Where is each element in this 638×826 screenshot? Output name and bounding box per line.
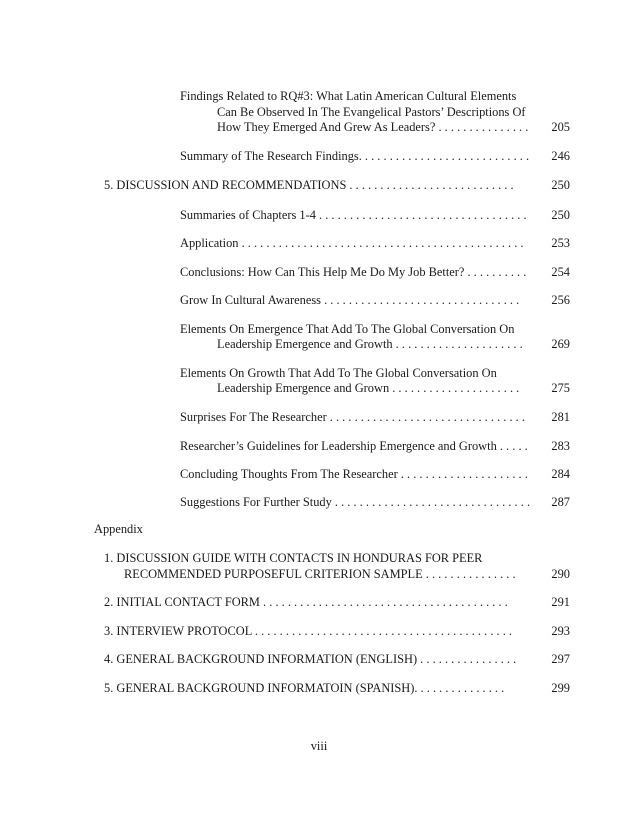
toc-page-number: 246 [551,149,570,163]
toc-page-number: 256 [551,293,570,307]
toc-page-number: 250 [551,208,570,222]
toc-entry-text: Leadership Emergence and Growth . . . . . . . . . . . . . . . . . . . . . [217,337,523,351]
toc-entry-text: Suggestions For Further Study . . . . . . . . . . . . . . . . . . . . . . . . . . . . . . . . [180,495,531,509]
toc-entry-text: Conclusions: How Can This Help Me Do My Job Better? . . . . . . . . . . [180,265,527,279]
footer-page-number: viii [310,739,328,753]
toc-entry-text: Summary of The Research Findings. . . . . . . . . . . . . . . . . . . . . . . . . . . . [180,149,530,163]
toc-page-number: 269 [551,337,570,351]
toc-chapter-text: 2. INITIAL CONTACT FORM . . . . . . . . . . . . . . . . . . . . . . . . . . . . . . . . . . . . . . . . [104,595,508,609]
toc-chapter-text: 4. GENERAL BACKGROUND INFORMATION (ENGLISH) . . . . . . . . . . . . . . . . [104,652,517,666]
toc-chapter-text: 3. INTERVIEW PROTOCOL . . . . . . . . . . . . . . . . . . . . . . . . . . . . . . . . . . . . . . . . . . [104,624,513,638]
toc-page-number: 253 [551,236,570,250]
toc-page-number: 297 [551,652,570,666]
toc-page-number: 287 [551,495,570,509]
toc-page-number: 205 [551,120,570,134]
toc-page-number: 281 [551,410,570,424]
toc-entry-text: Surprises For The Researcher . . . . . . . . . . . . . . . . . . . . . . . . . . . . . . . . [180,410,525,424]
toc-entry-text: Elements On Emergence That Add To The Global Conversation On [180,322,515,336]
toc-entry-text: Elements On Growth That Add To The Global Conversation On [180,366,497,380]
toc-chapter-text: RECOMMENDED PURPOSEFUL CRITERION SAMPLE . . . . . . . . . . . . . . . [124,567,516,581]
toc-chapter-text: 5. GENERAL BACKGROUND INFORMATOIN (SPANISH). . . . . . . . . . . . . . . [104,681,505,695]
toc-page-number: 293 [551,624,570,638]
toc-entry-text: Findings Related to RQ#3: What Latin American Cultural Elements [180,89,517,103]
toc-entry-text: Grow In Cultural Awareness . . . . . . . . . . . . . . . . . . . . . . . . . . . . . . . . [180,293,520,307]
toc-page-number: 291 [551,595,570,609]
toc-page-number: 250 [551,178,570,192]
toc-page-number: 254 [551,265,570,279]
toc-entry-text: Can Be Observed In The Evangelical Pastors’ Descriptions Of [217,105,526,119]
toc-page-number: 299 [551,681,570,695]
toc-entry-text: Application . . . . . . . . . . . . . . . . . . . . . . . . . . . . . . . . . . . . . . . . . . . . . . [180,236,524,250]
toc-entry-text: Leadership Emergence and Grown . . . . . . . . . . . . . . . . . . . . . [217,381,520,395]
toc-entry-text: Researcher’s Guidelines for Leadership Emergence and Growth . . . . . [180,439,528,453]
toc-page-number: 283 [551,439,570,453]
toc-entry-text: Summaries of Chapters 1-4 . . . . . . . . . . . . . . . . . . . . . . . . . . . . . . . . . . [180,208,527,222]
appendix-heading: Appendix [94,522,143,536]
toc-entry-text: Concluding Thoughts From The Researcher . . . . . . . . . . . . . . . . . . . . . [180,467,528,481]
toc-page-number: 284 [551,467,570,481]
toc-entry-text: How They Emerged And Grew As Leaders? . . . . . . . . . . . . . . . [217,120,529,134]
toc-page-number: 290 [551,567,570,581]
toc-page-number: 275 [551,381,570,395]
toc-chapter-text: 1. DISCUSSION GUIDE WITH CONTACTS IN HONDURAS FOR PEER [104,551,483,565]
toc-chapter-text: 5. DISCUSSION AND RECOMMENDATIONS . . . . . . . . . . . . . . . . . . . . . . . . . . . [104,178,514,192]
